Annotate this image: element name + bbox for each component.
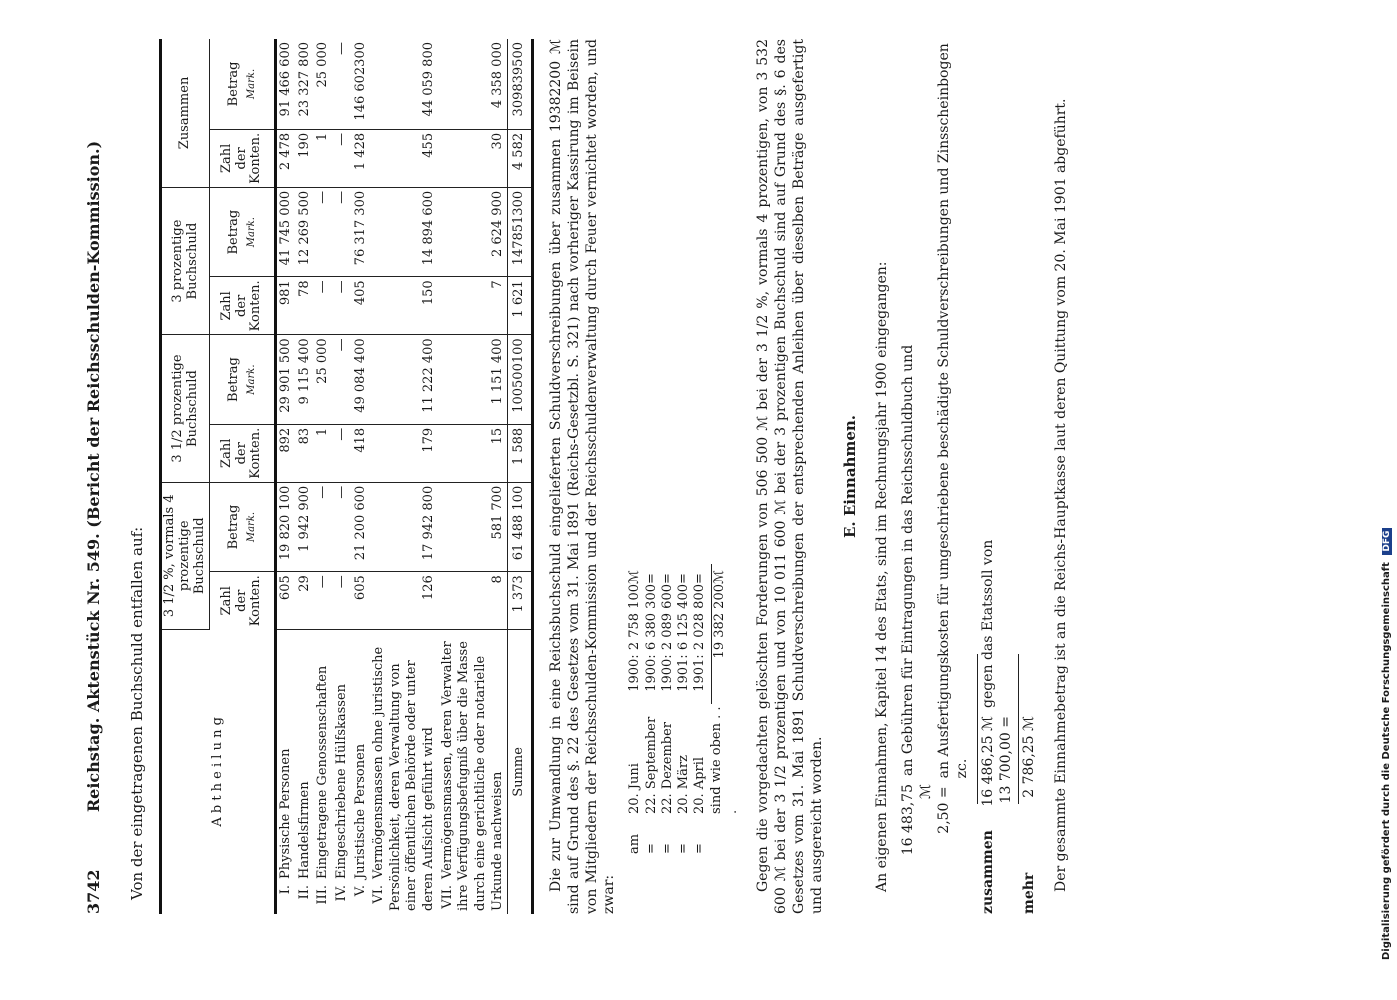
- income-amount: 16 483,75 ℳ: [899, 784, 934, 856]
- cell-count: 605: [276, 572, 296, 629]
- cell-amount: —: [314, 482, 333, 571]
- total-amount: 16 486,25 ℳ: [980, 716, 997, 807]
- date-amount: 1900: 2 089 600: [659, 584, 675, 692]
- date-unit: =: [676, 573, 692, 584]
- cell-amount: 309839500: [508, 39, 533, 129]
- cell-count: 455: [370, 129, 439, 187]
- paragraph-receipt: Der gesammte Einnahmebetrag ist an die Reichs-Hauptkasse laut deren Quittung vom 20. Mai 1901 abgeführt.: [1053, 98, 1070, 892]
- date-day: 22. Dezember: [659, 721, 675, 814]
- cell-amount: 2 624 900: [439, 187, 508, 276]
- cell-count: 179: [370, 424, 439, 482]
- cell-amount: 9 115 400: [296, 335, 315, 424]
- header-amount: Betrag Mark.: [210, 482, 276, 571]
- date-unit: ℳ: [627, 570, 643, 584]
- table-row: [296, 39, 315, 914]
- row-label: II.Handelsfirmen: [296, 781, 312, 900]
- date-day: 20. März: [676, 755, 692, 814]
- income-list: [900, 39, 972, 914]
- cell-amount: 76 317 300: [352, 187, 371, 276]
- header-count: Zahl der Konten.: [210, 129, 276, 187]
- cell-amount: 12 269 500: [296, 187, 315, 276]
- date-prefix: =: [676, 843, 692, 854]
- cell-count: 1 428: [352, 129, 371, 187]
- header-group-1: 3 1/2 %, vormals 4 prozentige Buchschuld: [161, 482, 210, 629]
- soll-amount: 13 700,00 =: [998, 716, 1015, 804]
- digitization-credit: [1381, 0, 1395, 960]
- cell-count: 1 588: [508, 424, 533, 482]
- date-day: 20. Juni: [627, 763, 643, 814]
- cell-amount: 23 327 800: [296, 39, 315, 129]
- cell-amount: —: [333, 335, 352, 424]
- cell-amount: 21 200 600: [352, 482, 371, 571]
- mehr-line: [1021, 39, 1039, 914]
- cell-amount: 17 942 800: [370, 482, 439, 571]
- cell-count: 190: [296, 129, 315, 187]
- income-amount: 2,50 =: [935, 786, 952, 834]
- cell-amount: —: [314, 187, 333, 276]
- credit-text: Digitalisierung gefördert durch die Deutsche Forschungsgemeinschaft: [1381, 562, 1392, 960]
- cell-count: —: [333, 572, 352, 629]
- cell-amount: 44 059 800: [370, 39, 439, 129]
- cell-amount: —: [333, 482, 352, 571]
- cell-count: —: [333, 424, 352, 482]
- row-label: I.Physische Personen: [276, 629, 296, 914]
- cell-amount: 1 942 900: [296, 482, 315, 571]
- dfg-logo: DFG: [1382, 528, 1392, 555]
- cell-amount: 4 358 000: [439, 39, 508, 129]
- income-totals: [977, 39, 1039, 914]
- buchschuld-table: [159, 39, 534, 914]
- table-row: [333, 39, 352, 914]
- cell-amount: 1 151 400: [439, 335, 508, 424]
- page-header: [84, 39, 108, 914]
- date-amount: 1900: 6 380 300: [643, 584, 659, 692]
- income-text: an Gebühren für Eintragungen in das Reichsschuldbuch und: [899, 344, 916, 776]
- table-row: [439, 39, 508, 914]
- sum-row: [508, 39, 533, 914]
- cell-amount: 91 466 600: [276, 39, 296, 129]
- cell-count: 30: [439, 129, 508, 187]
- cell-count: 15: [439, 424, 508, 482]
- cell-amount: 19 820 100: [276, 482, 296, 571]
- income-text: an Ausfertigungskosten für umgeschriebene beschädigte Schuldverschreibungen und Zinsscheinbogen zc.: [935, 43, 970, 779]
- date-prefix: =: [643, 843, 659, 854]
- date-prefix: =: [692, 843, 708, 854]
- cell-amount: 100500100: [508, 335, 533, 424]
- cell-count: 981: [276, 277, 296, 335]
- paragraph-income: An eigenen Einnahmen, Kapitel 14 des Etats, sind im Rechnungsjahr 1900 eingegangen:: [873, 261, 890, 892]
- date-day: 22. September: [643, 716, 659, 814]
- header-group-3: 3 prozentige Buchschuld: [161, 187, 210, 334]
- destruction-dates: [627, 39, 741, 854]
- cell-count: 150: [370, 277, 439, 335]
- header-group-4: Zusammen: [161, 39, 210, 187]
- row-label: IV.Eingeschriebene Hülfskassen: [333, 683, 349, 902]
- cell-count: 126: [370, 572, 439, 629]
- cell-count: 83: [296, 424, 315, 482]
- soll-line: [998, 39, 1016, 914]
- cell-count: 7: [439, 277, 508, 335]
- table-row: [276, 39, 296, 914]
- mehr-label: mehr: [1021, 872, 1038, 914]
- income-item: [900, 39, 936, 874]
- cell-count: —: [333, 277, 352, 335]
- total-line: [980, 39, 998, 914]
- cell-amount: 61 488 100: [508, 482, 533, 571]
- row-label: VI.Vermögensmassen ohne juristische Persönlichkeit, deren Verwaltung von einer öffentlichen Behörde oder unter deren Aufsicht geführt wird: [371, 646, 436, 911]
- cell-count: 892: [276, 424, 296, 482]
- cell-count: —: [314, 277, 333, 335]
- cell-count: 1: [314, 129, 333, 187]
- page-title: Reichstag. Aktenstück Nr. 549. (Bericht der Reichsschulden-Kommission.): [84, 140, 103, 813]
- date-prefix: am: [627, 833, 643, 854]
- page-number: 3742: [84, 869, 103, 914]
- date-unit: =: [659, 573, 675, 584]
- cell-count: 29: [296, 572, 315, 629]
- row-label: V.Juristische Personen: [352, 743, 368, 897]
- table-row: [314, 39, 333, 914]
- date-unit: =: [692, 573, 708, 584]
- income-item: [936, 39, 972, 874]
- cell-amount: 14 894 600: [370, 187, 439, 276]
- header-abteilung: A b t h e i l u n g: [161, 629, 276, 914]
- cell-amount: 25 000: [314, 39, 333, 129]
- mehr-amount: 2 786,25 ℳ: [1021, 716, 1038, 798]
- rotated-page: [84, 39, 1294, 914]
- cell-count: 4 582: [508, 129, 533, 187]
- cell-amount: 11 222 400: [370, 335, 439, 424]
- cell-count: 78: [296, 277, 315, 335]
- header-group-2: 3 1/2 prozentige Buchschuld: [161, 335, 210, 482]
- date-prefix: =: [659, 843, 675, 854]
- cell-count: 1: [314, 424, 333, 482]
- dates-total-amount: 19 382 200: [711, 584, 742, 704]
- section-heading-e: E. Einnahmen.: [840, 415, 859, 538]
- sum-rule: [977, 654, 978, 804]
- total-label: zusammen: [980, 830, 997, 914]
- row-label: VII.Vermögensmassen, deren Verwalter ihre Verfügungsbefugniß über die Masse durch eine gerichtliche oder notarielle Urkunde nachweisen: [439, 641, 505, 911]
- cell-count: 8: [439, 572, 508, 629]
- dates-total-label: sind wie oben . . .: [708, 706, 740, 814]
- cell-count: 1 373: [508, 572, 533, 629]
- cell-count: —: [314, 572, 333, 629]
- header-amount: Betrag Mark.: [210, 39, 276, 129]
- cell-amount: 147851300: [508, 187, 533, 276]
- cell-amount: —: [333, 39, 352, 129]
- cell-amount: —: [333, 187, 352, 276]
- row-label: III.Eingetragene Genossenschaften: [315, 665, 331, 905]
- cell-amount: 581 700: [439, 482, 508, 571]
- header-count: Zahl der Konten.: [210, 277, 276, 335]
- table-row: [352, 39, 371, 914]
- paragraph-destruction: Die zur Umwandlung in eine Reichsbuchschuld eingelieferten Schuldverschreibungen über zusammen 19382200 ℳ sind auf Grund des §. 22 des Gesetzes vom 31. Mai 1891 (Reichs-Gesetzbl. S. 321) nach vorheriger Kassirung im Beisein von Mitgliedern der Reichsschulden-Kommission und der Reichsschuldenverwaltung durch Feuer vernichtet worden, und zwar:: [547, 39, 618, 914]
- table-intro: Von der eingetragenen Buchschuld entfallen auf:: [128, 526, 146, 900]
- cell-count: 405: [352, 277, 371, 335]
- table-row: [370, 39, 439, 914]
- cell-amount: 146 602300: [352, 39, 371, 129]
- cell-count: —: [333, 129, 352, 187]
- cell-amount: 49 084 400: [352, 335, 371, 424]
- cell-count: 2 478: [276, 129, 296, 187]
- paragraph-reissue: Gegen die vorgedachten gelöschten Forderungen von 506 500 ℳ bei der 3 1/2 %, vormals 4 prozentigen, von 3 532 600 ℳ bei der 3 1/2 prozentigen und von 10 011 600 ℳ bei der 3 prozentigen Buchschuld sind auf Grund des §. 6 des Gesetzes vom 31. Mai 1891 Schuldverschreibungen der entsprechenden Anleihen über dieselben Beträge ausgefertigt und ausgereicht worden.: [755, 39, 825, 914]
- cell-amount: 29 901 500: [276, 335, 296, 424]
- cell-amount: 25 000: [314, 335, 333, 424]
- sum-label: Summe: [508, 629, 533, 914]
- cell-count: 1 621: [508, 277, 533, 335]
- header-count: Zahl der Konten.: [210, 572, 276, 629]
- cell-count: 605: [352, 572, 371, 629]
- header-count: Zahl der Konten.: [210, 424, 276, 482]
- date-amount: 1901: 2 028 800: [692, 584, 708, 692]
- header-amount: Betrag Mark.: [210, 187, 276, 276]
- difference-rule: [1018, 654, 1019, 804]
- cell-count: 418: [352, 424, 371, 482]
- date-day: 20. April: [692, 756, 708, 814]
- date-amount: 1901: 6 125 400: [676, 584, 692, 692]
- date-amount: 1900: 2 758 100: [627, 584, 643, 692]
- cell-amount: 41 745 000: [276, 187, 296, 276]
- dates-total-unit: ℳ: [711, 564, 742, 584]
- date-unit: =: [643, 573, 659, 584]
- header-amount: Betrag Mark.: [210, 335, 276, 424]
- total-text: gegen das Etatssoll von: [980, 539, 997, 708]
